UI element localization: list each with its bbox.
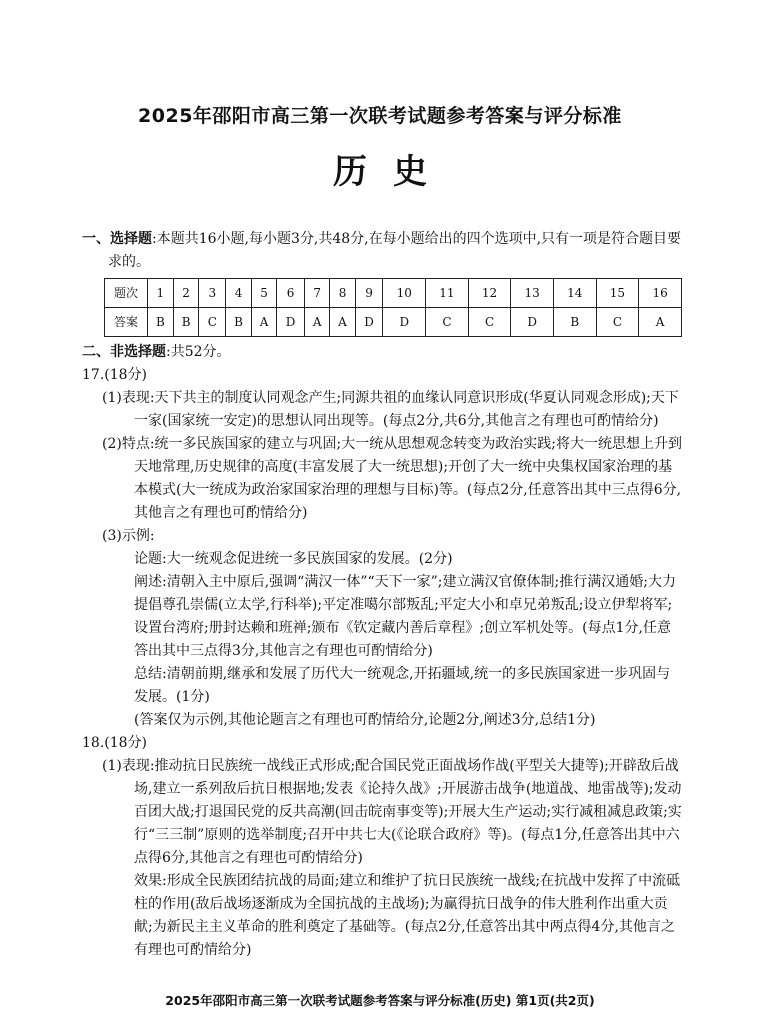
question-number-cell: 9: [355, 279, 383, 308]
answer-table-number-row: [105, 279, 682, 308]
page-footer: 2025年邵阳市高三第一次联考试题参考答案与评分标准(历史) 第1页(共2页): [165, 993, 595, 1008]
question-number-cell: 4: [226, 279, 252, 308]
question-number-cell: 7: [305, 279, 330, 308]
document-body: [82, 228, 682, 962]
section-2-intro: [82, 341, 682, 364]
answer-cell: C: [468, 308, 511, 337]
q18-part-1: (1)表现:推动抗日民族统一战线正式形成;配合国民党正面战场作战(平型关大捷等);开辟敌后战场,建立一系列敌后抗日根据地;发表《论持久战》;开展游击战争(地道战、地雷战等);发动百团大战;打退国民党的反共高潮(回击皖南事变等);开展大生产运动;实行减租减息政策;实行“三三制”原则的选举制度;召开中共七大(《论联合政府》等)。(每点1分,任意答出其中六点得6分,其他言之有理也可酌情给分): [102, 758, 682, 866]
question-number-cell: 15: [596, 279, 639, 308]
q17-thesis: 论题:大一统观念促进统一多民族国家的发展。(2分): [134, 551, 453, 567]
question-number-cell: 11: [426, 279, 469, 308]
question-number-cell: 14: [553, 279, 596, 308]
q17-heading: 17.(18分): [82, 367, 148, 383]
answer-cell: C: [199, 308, 226, 337]
q17-argument: 阐述:清朝入主中原后,强调“满汉一体”“天下一家”;建立满汉官僚体制;推行满汉通婚;大力提倡尊孔崇儒(立太学,行科举);平定准噶尔部叛乱;平定大小和卓兄弟叛乱;设立伊犁将军;设置台湾府;册封达赖和班禅;颁布《钦定藏内善后章程》;创立军机处等。(每点1分,任意答出其中三点得3分,其他言之有理也可酌情给分): [134, 574, 676, 659]
answer-table: [104, 278, 682, 337]
question-number-cell: 12: [468, 279, 511, 308]
answer-cell: D: [383, 308, 426, 337]
q17-part-1: (1)表现:天下共主的制度认同观念产生;同源共祖的血缘认同意识形成(华夏认同观念形成);天下一家(国家统一安定)的思想认同出现等。(每点2分,共6分,其他言之有理也可酌情给分): [102, 390, 679, 429]
answer-row-header: 答案: [105, 308, 148, 337]
q17-summary: 总结:清朝前期,继承和发展了历代大一统观念,开拓疆域,统一的多民族国家进一步巩固与发展。(1分): [134, 666, 671, 705]
question-number-cell: 16: [639, 279, 682, 308]
q17-part-2: (2)特点:统一多民族国家的建立与巩固;大一统从思想观念转变为政治实践;将大一统思想上升到天地常理,历史规律的高度(丰富发展了大一统思想);开创了大一统中央集权国家治理的基本模式(大一统成为政治家国家治理的理想与目标)等。(每点2分,任意答出其中三点得6分,其他言之有理也可酌情给分): [102, 436, 682, 521]
question-number-cell: 10: [383, 279, 426, 308]
subject-title: 历史: [333, 152, 453, 192]
question-number-cell: 13: [511, 279, 554, 308]
answer-cell: C: [426, 308, 469, 337]
answer-cell: D: [355, 308, 383, 337]
answer-cell: D: [277, 308, 305, 337]
question-number-cell: 8: [330, 279, 355, 308]
document-title: 2025年邵阳市高三第一次联考试题参考答案与评分标准: [138, 105, 622, 127]
answer-cell: B: [226, 308, 252, 337]
answer-cell: A: [305, 308, 330, 337]
question-number-cell: 2: [173, 279, 199, 308]
answer-cell: D: [511, 308, 554, 337]
question-number-cell: 3: [199, 279, 226, 308]
section-1-label: 一、选择题: [82, 231, 152, 247]
q18-heading: 18.(18分): [82, 735, 148, 751]
answer-cell: A: [639, 308, 682, 337]
question-number-cell: 6: [277, 279, 305, 308]
section-2-desc: :共52分。: [166, 344, 231, 360]
answer-cell: C: [596, 308, 639, 337]
answer-cell: A: [251, 308, 276, 337]
answer-cell: A: [330, 308, 355, 337]
q17-note: (答案仅为示例,其他论题言之有理也可酌情给分,论题2分,阐述3分,总结1分): [134, 712, 596, 728]
question-number-cell: 1: [148, 279, 174, 308]
answer-table-answer-row: [105, 308, 682, 337]
number-row-header: 题次: [105, 279, 148, 308]
answer-cell: B: [148, 308, 174, 337]
q17-part-3-label: (3)示例:: [102, 528, 155, 544]
q18-effect: 效果:形成全民族团结抗战的局面;建立和维护了抗日民族统一战线;在抗战中发挥了中流砥柱的作用(敌后战场逐渐成为全国抗战的主战场);为赢得抗日战争的伟大胜利作出重大贡献;为新民主主义革命的胜利奠定了基础等。(每点2分,任意答出其中两点得4分,其他言之有理也可酌情给分): [134, 873, 681, 958]
answer-cell: B: [173, 308, 199, 337]
section-1-intro: [82, 228, 682, 274]
question-number-cell: 5: [251, 279, 276, 308]
section-1-desc: :本题共16小题,每小题3分,共48分,在每小题给出的四个选项中,只有一项是符合题目要求的。: [108, 231, 682, 270]
answer-cell: B: [553, 308, 596, 337]
section-2-label: 二、非选择题: [82, 344, 166, 360]
